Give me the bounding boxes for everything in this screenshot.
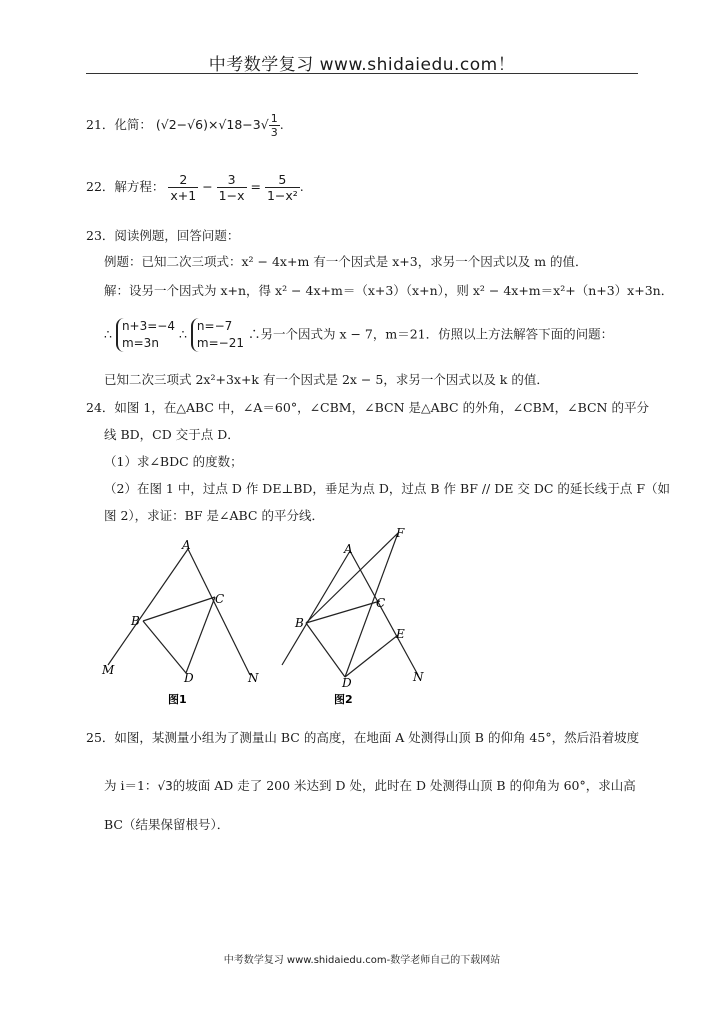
q23-system-2: n=−7 m=−21 bbox=[191, 318, 244, 352]
q24-part-1: （1）求∠BDC 的度数； bbox=[104, 454, 243, 469]
therefore-symbol: ∴ bbox=[104, 326, 112, 342]
q23-solution-line: 解：设另一个因式为 x+n，得 x² − 4x+m＝（x+3）（x+n），则 x² − 4x+m＝x²+（n+3）x+3n． bbox=[104, 283, 674, 298]
fig1-label-d: D bbox=[184, 671, 194, 685]
q21-fraction: $\frac{1}{3}$ bbox=[270, 112, 278, 139]
fig1-label-c: C bbox=[215, 592, 225, 606]
fig1-caption: 图1 bbox=[168, 693, 187, 706]
question-21 bbox=[86, 112, 284, 139]
q25-line-3: BC（结果保留根号）． bbox=[104, 817, 230, 832]
q22-end: . bbox=[299, 179, 304, 194]
q25-line-2-rest: 的坡面 AD 走了 200 米达到 D 处，此时在 D 处测得山顶 B 的仰角为 60°，求山高 bbox=[172, 778, 636, 793]
fig2-label-e: E bbox=[396, 627, 405, 641]
fig2-label-a: A bbox=[344, 542, 353, 556]
q22-minus: − bbox=[202, 179, 213, 194]
q21-sqrt-sign: √ bbox=[260, 117, 269, 132]
q22-fraction-2: $\frac{3}{1-x}$ bbox=[218, 172, 245, 203]
page-header-title: 中考数学复习 www.shidaiedu.com！ bbox=[208, 55, 516, 75]
q25-line-1: 25．如图，某测量小组为了测量山 BC 的高度，在地面 A 处测得山顶 B 的仰角 45°，然后沿着坡度 bbox=[86, 730, 640, 745]
q21-expression: (√2−√6)×√18−3 bbox=[155, 117, 261, 132]
fig2-caption: 图2 bbox=[334, 693, 353, 706]
page-footer: 中考数学复习 www.shidaiedu.com-数学老师自己的下载网站 bbox=[223, 955, 501, 966]
fig1-label-m: M bbox=[102, 663, 115, 677]
fig1-label-b: B bbox=[131, 614, 140, 628]
q24-line-1: 24．如图 1，在△ABC 中，∠A＝60°，∠CBM，∠BCN 是△ABC 的外角，∠CBM，∠BCN 的平分 bbox=[86, 400, 649, 415]
fig2-label-c: C bbox=[376, 596, 386, 610]
q23-system-line bbox=[104, 318, 613, 352]
q23-conclusion: ∴另一个因式为 x − 7，m＝21．仿照以上方法解答下面的问题： bbox=[247, 326, 614, 342]
question-22 bbox=[86, 172, 304, 203]
fig1-label-a: A bbox=[182, 538, 191, 552]
q23-example-line: 例题：已知二次三项式：x² − 4x+m 有一个因式是 x+3，求另一个因式以及 m 的值． bbox=[104, 254, 588, 269]
fig2-label-f: F bbox=[396, 526, 405, 540]
q25-line-2 bbox=[104, 776, 636, 794]
q21-end: . bbox=[279, 117, 284, 132]
q22-fraction-3: $\frac{5}{\text{1−x²}}$ bbox=[266, 172, 298, 203]
therefore-symbol: ∴ bbox=[178, 326, 187, 342]
fig2-label-d: D bbox=[342, 676, 352, 690]
q23-task-line: 已知二次三项式 2x²+3x+k 有一个因式是 2x − 5，求另一个因式以及 k 的值． bbox=[104, 372, 549, 387]
figure-2 bbox=[270, 525, 430, 710]
q25-slope-label: 为 i＝1： bbox=[104, 778, 158, 793]
fig2-label-n: N bbox=[413, 670, 424, 684]
figure-1 bbox=[100, 535, 270, 710]
q22-fraction-1: $\frac{2}{x+1}$ bbox=[170, 172, 197, 203]
fig2-label-b: B bbox=[295, 616, 304, 630]
fig1-label-n: N bbox=[248, 671, 259, 685]
q23-label: 23．阅读例题，回答问题： bbox=[86, 228, 240, 243]
q22-label: 22．解方程： bbox=[86, 179, 165, 194]
q23-system-1: n+3=−4 m=3n bbox=[116, 318, 175, 352]
q22-equals: = bbox=[250, 179, 261, 194]
q21-label: 21．化简： bbox=[86, 117, 152, 132]
q25-sqrt-3: √3 bbox=[157, 779, 173, 793]
q24-part-2b: 图 2），求证：BF 是∠ABC 的平分线． bbox=[104, 508, 324, 523]
q24-part-2a: （2）在图 1 中，过点 D 作 DE⊥BD，垂足为点 D，过点 B 作 BF // DE 交 DC 的延长线于点 F（如 bbox=[104, 481, 671, 496]
q24-line-2: 线 BD，CD 交于点 D． bbox=[104, 427, 240, 442]
header-rule bbox=[86, 73, 638, 74]
